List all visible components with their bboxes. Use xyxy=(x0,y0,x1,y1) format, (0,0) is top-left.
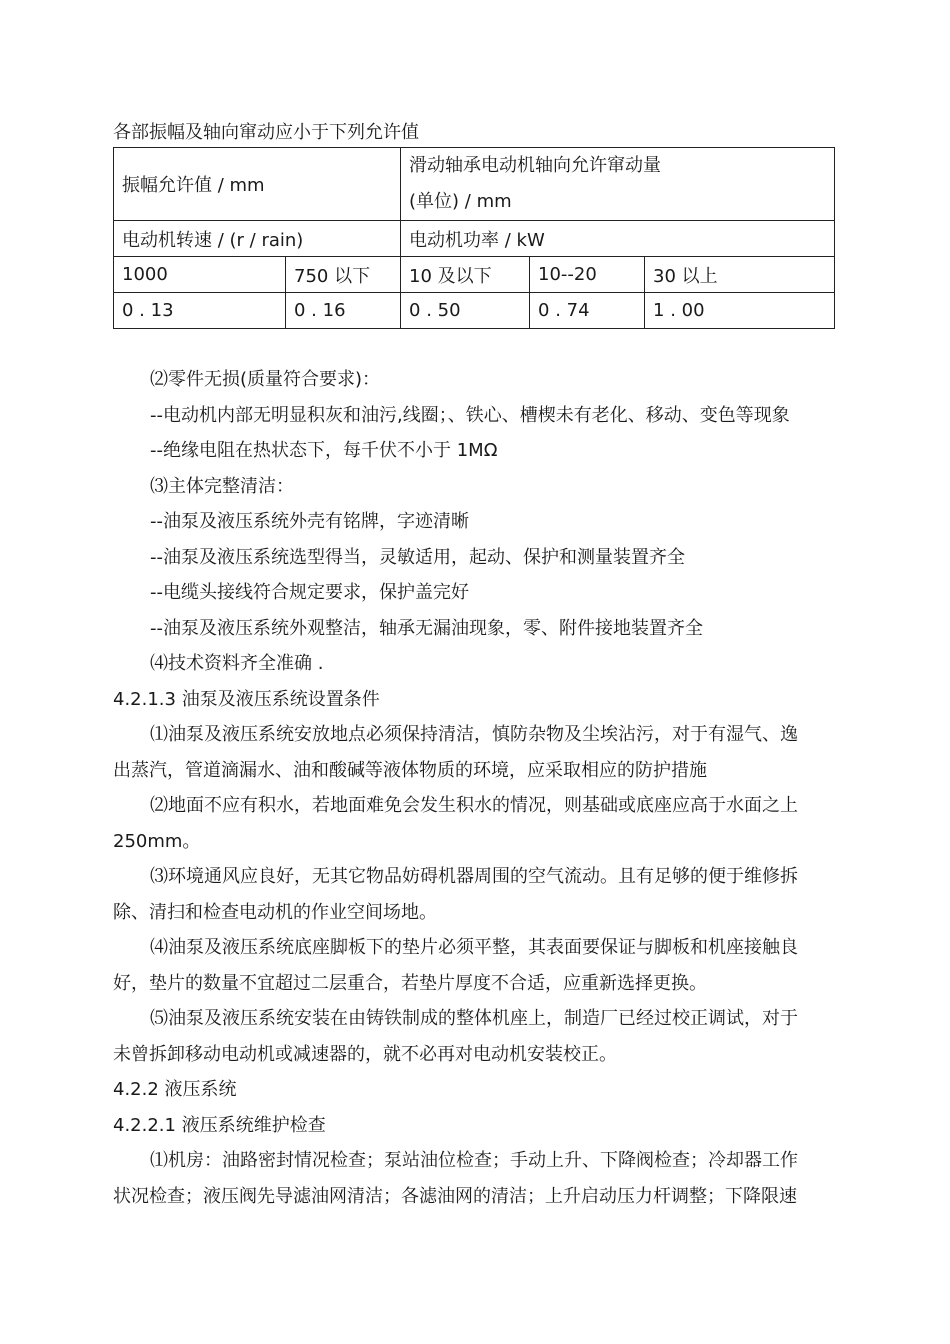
power-label: 电动机功率 / kW xyxy=(401,221,835,257)
paragraph-line: ⑶环境通风应良好，无其它物品妨碍机器周围的空气流动。且有足够的便于维修拆 xyxy=(150,866,798,887)
header-axial xyxy=(401,148,835,221)
table-cell: 0 . 50 xyxy=(401,293,530,329)
table-cell: 1000 xyxy=(114,257,286,293)
table-cell: 10--20 xyxy=(530,257,645,293)
table-cell: 10 及以下 xyxy=(401,257,530,293)
paragraph-line: ⑴机房：油路密封情况检查；泵站油位检查；手动上升、下降阀检查；冷却器工作 xyxy=(150,1150,798,1171)
paragraph-line: ⑴油泵及液压系统安放地点必须保持清洁，慎防杂物及尘埃沾污，对于有湿气、逸 xyxy=(150,724,798,745)
section-heading: 4.2.1.3 油泵及液压系统设置条件 xyxy=(113,688,380,710)
table-cell: 0 . 74 xyxy=(530,293,645,329)
section-heading: 4.2.2.1 液压系统维护检查 xyxy=(113,1114,326,1136)
paragraph-line: 未曾拆卸移动电动机或减速器的，就不必再对电动机安装校正。 xyxy=(113,1043,617,1065)
table-cell: 1 . 00 xyxy=(645,293,835,329)
header-axial-line1: 滑动轴承电动机轴向允许窜动量 xyxy=(409,155,662,176)
list-item: ⑷技术资料齐全准确 . xyxy=(150,653,324,674)
table-row xyxy=(114,148,835,221)
table-row xyxy=(114,257,835,293)
paragraph-line: 好，垫片的数量不宜超过二层重合，若垫片厚度不合适，应重新选择更换。 xyxy=(113,972,707,994)
paragraph-line: ⑵地面不应有积水，若地面难免会发生积水的情况，则基础或底座应高于水面之上 xyxy=(150,795,798,816)
paragraph-line: 250mm。 xyxy=(113,830,201,852)
table-cell: 30 以上 xyxy=(645,257,835,293)
table-intro: 各部振幅及轴向窜动应小于下列允许值 xyxy=(113,122,419,143)
paragraph-line: 除、清扫和检查电动机的作业空间场地。 xyxy=(113,901,437,923)
table-cell: 750 以下 xyxy=(286,257,401,293)
list-item: --电动机内部无明显积灰和油污,线圈；、铁心、槽楔未有老化、移动、变色等现象 xyxy=(150,404,790,426)
section-heading: 4.2.2 液压系统 xyxy=(113,1079,237,1100)
paragraph-line: ⑷油泵及液压系统底座脚板下的垫片必须平整，其表面要保证与脚板和机座接触良 xyxy=(150,937,798,958)
paragraph-line: 状况检查；液压阀先导滤油网清洁；各滤油网的清洁；上升启动压力杆调整；下降限速 xyxy=(113,1185,797,1207)
list-item: --油泵及液压系统选型得当，灵敏适用，起动、保护和测量装置齐全 xyxy=(150,546,685,568)
table-row xyxy=(114,221,835,257)
table-row xyxy=(114,293,835,329)
table-cell: 0 . 16 xyxy=(286,293,401,329)
vibration-table xyxy=(113,147,835,329)
paragraph-line: 出蒸汽，管道滴漏水、油和酸碱等液体物质的环境，应采取相应的防护措施 xyxy=(113,759,707,781)
body-text xyxy=(113,362,839,1214)
list-item: ⑵零件无损(质量符合要求)： xyxy=(150,369,381,390)
list-item: ⑶主体完整清洁： xyxy=(150,475,294,497)
list-item: --油泵及液压系统外壳有铭牌，字迹清晰 xyxy=(150,511,469,532)
header-amplitude: 振幅允许值 / mm xyxy=(114,148,401,221)
header-axial-line2: (单位) / mm xyxy=(409,191,512,212)
list-item: --电缆头接线符合规定要求，保护盖完好 xyxy=(150,582,469,603)
speed-label: 电动机转速 / (r / rain) xyxy=(114,221,401,257)
paragraph-line: ⑸油泵及液压系统安装在由铸铁制成的整体机座上，制造厂已经过校正调试，对于 xyxy=(150,1008,798,1029)
list-item: --油泵及液压系统外观整洁，轴承无漏油现象，零、附件接地装置齐全 xyxy=(150,617,703,639)
list-item: --绝缘电阻在热状态下，每千伏不小于 1MΩ xyxy=(150,440,498,461)
table-cell: 0 . 13 xyxy=(114,293,286,329)
